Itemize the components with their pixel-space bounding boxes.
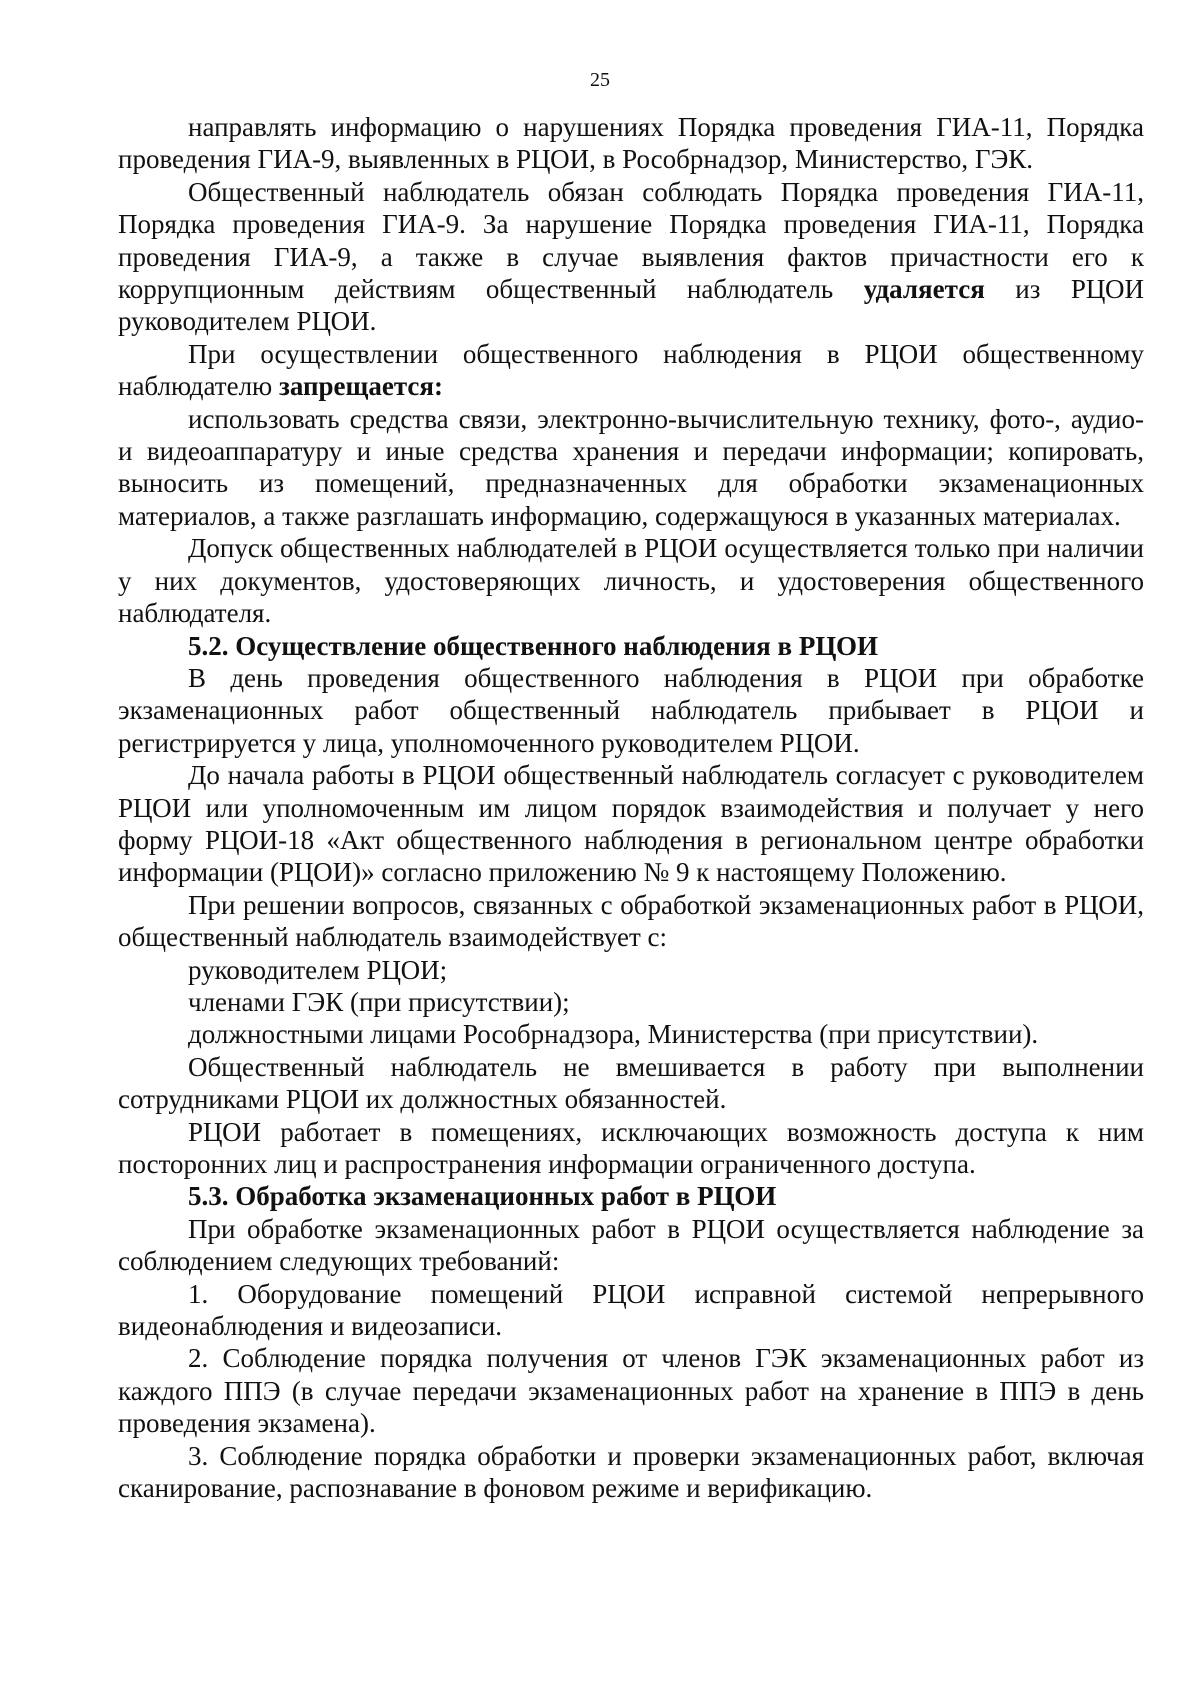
- list-item-head: руководителем РЦОИ;: [188, 954, 448, 985]
- paragraph-admission: Допуск общественных наблюдателей в РЦОИ осуществляется только при наличии у них документов, удостоверяющих личность, и удостоверения общественного наблюдателя.: [118, 533, 1144, 629]
- paragraph-prohibitions-intro: [118, 338, 1144, 403]
- emphasis-removed: удаляется: [863, 274, 985, 305]
- paragraph-interaction-intro: При решении вопросов, связанных с обработкой экзаменационных работ в РЦОИ, общественный наблюдатель взаимодействует с:: [118, 889, 1144, 953]
- document-body: [118, 111, 1144, 1504]
- section-heading-5-3: 5.3. Обработка экзаменационных работ в РЦОИ: [188, 1181, 777, 1212]
- paragraph-prohibitions-list: использовать средства связи, электронно-вычислительную технику, фото-, аудио- и видеоаппаратуру и иные средства хранения и передачи информации; копировать, выносить из помещений, предназначенных для обработки экзаменационных материалов, а также разглашать информацию, содержащуюся в указанных материалах.: [118, 403, 1144, 531]
- emphasis-prohibited: запрещается:: [278, 371, 443, 402]
- list-item-requirement-1: 1. Оборудование помещений РЦОИ исправной системой непрерывного видеонаблюдения и видеозаписи.: [118, 1278, 1144, 1342]
- list-item-requirement-3: 3. Соблюдение порядка обработки и проверки экзаменационных работ, включая сканирование, распознавание в фоновом режиме и верификацию.: [118, 1440, 1144, 1504]
- list-item-requirement-2: 2. Соблюдение порядка получения от членов ГЭК экзаменационных работ из каждого ППЭ (в случае передачи экзаменационных работ на хранение в ППЭ в день проведения экзамена).: [118, 1343, 1144, 1439]
- paragraph-premises: РЦОИ работает в помещениях, исключающих возможность доступа к ним посторонних лиц и распространения информации ограниченного доступа.: [118, 1116, 1144, 1179]
- list-item-gek-members: членами ГЭК (при присутствии);: [188, 986, 570, 1017]
- paragraph-non-interference: Общественный наблюдатель не вмешивается в работу при выполнении сотрудниками РЦОИ их должностных обязанностей.: [118, 1051, 1144, 1115]
- list-item-officials: должностными лицами Рособрнадзора, Министерства (при присутствии).: [188, 1019, 1039, 1050]
- paragraph-arrival: В день проведения общественного наблюдения в РЦОИ при обработке экзаменационных работ общественный наблюдатель прибывает в РЦОИ и регистрируется у лица, уполномоченного руководителем РЦОИ.: [118, 662, 1144, 758]
- page-number: 25: [590, 69, 610, 91]
- paragraph-requirements-intro: При обработке экзаменационных работ в РЦОИ осуществляется наблюдение за соблюдением следующих требований:: [118, 1213, 1144, 1277]
- paragraph-text: Общественный наблюдатель обязан соблюдать Порядка проведения ГИА-11, Порядка проведения ГИА-9. За нарушение Порядка проведения ГИА-11, Порядка проведения ГИА-9, а также в случае выявления фактов причастности его к коррупционным действиям общественный наблюдатель: [118, 176, 1144, 305]
- paragraph-observer-obligations: [118, 176, 1144, 338]
- paragraph-before-work: До начала работы в РЦОИ общественный наблюдатель согласует с руководителем РЦОИ или уполномоченным им лицом порядок взаимодействия и получает у него форму РЦОИ-18 «Акт общественного наблюдения в региональном центре обработки информации (РЦОИ)» согласно приложению № 9 к настоящему Положению.: [118, 760, 1144, 888]
- paragraph-text: При осуществлении общественного наблюдения в РЦОИ общественному наблюдателю: [118, 338, 1144, 402]
- paragraph-report-violations: направлять информацию о нарушениях Порядка проведения ГИА-11, Порядка проведения ГИА-9, выявленных в РЦОИ, в Рособрнадзор, Министерство, ГЭК.: [118, 112, 1144, 175]
- paragraph-text-after: из РЦОИ руководителем РЦОИ.: [118, 274, 1144, 337]
- section-heading-5-2: 5.2. Осуществление общественного наблюдения в РЦОИ: [188, 630, 879, 661]
